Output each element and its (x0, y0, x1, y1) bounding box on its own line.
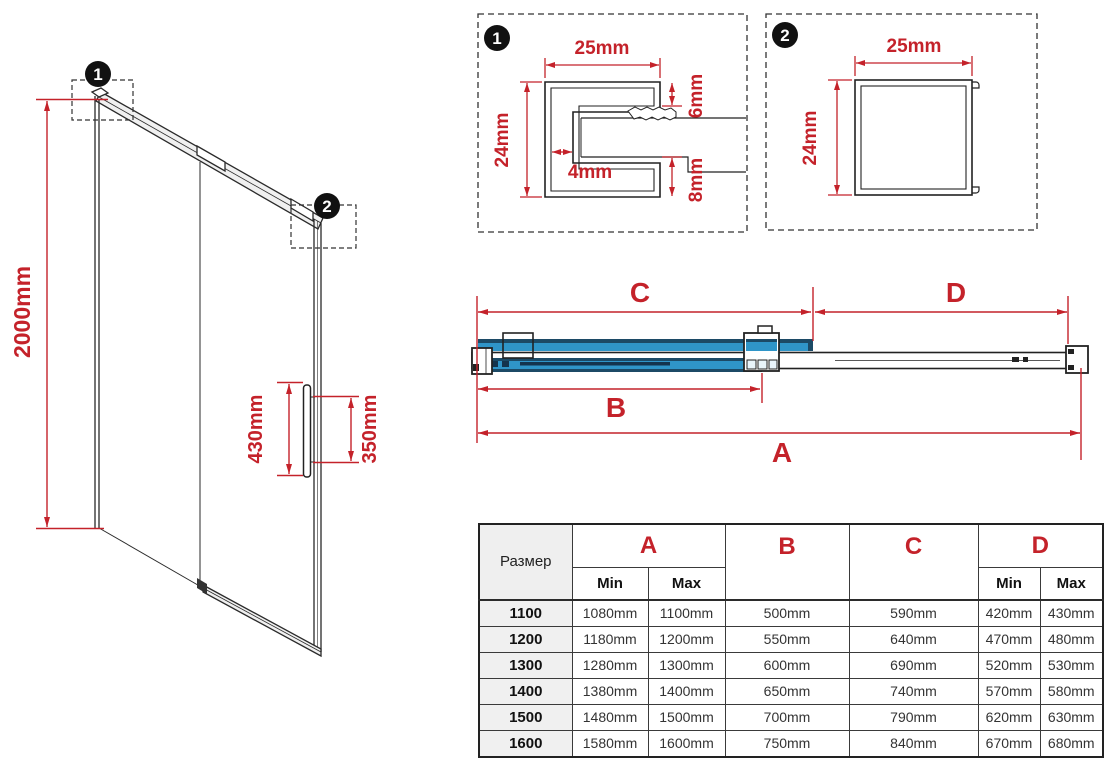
plan-label-b: B (605, 392, 627, 423)
dim-handle-holes-label: 350mm (359, 394, 381, 464)
detail-1-number: 1 (492, 29, 502, 48)
table-header-d: D (978, 524, 1103, 567)
detail-1-top-flange-label: 6mm (686, 73, 707, 119)
detail-2-marker (772, 22, 798, 48)
table-row-size: 1100 (479, 600, 572, 627)
table-row-size: 1300 (479, 652, 572, 678)
table-header-c: C (849, 524, 978, 600)
sliding-door-panel (480, 358, 762, 372)
wall-bracket (472, 348, 492, 374)
plan-label-c: C (629, 277, 651, 308)
table-cell: 590mm (849, 600, 978, 627)
table-cell: 1300mm (648, 652, 725, 678)
table-cell: 750mm (725, 730, 849, 757)
table-cell: 690mm (849, 652, 978, 678)
table-cell: 1600mm (648, 730, 725, 757)
table-row-size: 1200 (479, 626, 572, 652)
plan-dims (477, 287, 1081, 460)
dim-height-label: 2000mm (9, 265, 35, 359)
table-cell: 530mm (1040, 652, 1103, 678)
table-header-a-min: Min (572, 567, 648, 600)
table-cell: 1580mm (572, 730, 648, 757)
table-cell: 430mm (1040, 600, 1103, 627)
dim-handle-length-label: 430mm (245, 394, 267, 464)
table-row-size: 1500 (479, 704, 572, 730)
table-cell: 630mm (1040, 704, 1103, 730)
table-header-d-max: Max (1040, 567, 1103, 600)
table-cell: 1280mm (572, 652, 648, 678)
table-cell: 1180mm (572, 626, 648, 652)
detail-1-bottom-flange-label: 8mm (686, 157, 707, 203)
table-cell: 1500mm (648, 704, 725, 730)
detail-2-number: 2 (780, 26, 790, 45)
dim-350 (313, 397, 359, 463)
table-header-a: A (572, 524, 725, 567)
table-cell: 1200mm (648, 626, 725, 652)
table-cell: 580mm (1040, 678, 1103, 704)
plan-label-a: A (771, 437, 793, 468)
plan-view (460, 270, 1115, 480)
table-cell: 520mm (978, 652, 1040, 678)
table-header-d-min: Min (978, 567, 1040, 600)
table-row-size: 1600 (479, 730, 572, 757)
table-header-b: B (725, 524, 849, 600)
table-cell: 550mm (725, 626, 849, 652)
square-profile-shape (855, 80, 979, 195)
table-cell: 470mm (978, 626, 1040, 652)
size-table (478, 523, 1104, 758)
table-cell: 840mm (849, 730, 978, 757)
plan-label-d: D (945, 277, 967, 308)
table-cell: 670mm (978, 730, 1040, 757)
table-row-size: 1400 (479, 678, 572, 704)
table-cell: 480mm (1040, 626, 1103, 652)
table-cell: 1100mm (648, 600, 725, 627)
detail-2-width-label: 25mm (886, 36, 942, 57)
table-cell: 420mm (978, 600, 1040, 627)
detail-1-marker (484, 25, 510, 51)
table-cell: 790mm (849, 704, 978, 730)
end-cap (1066, 346, 1088, 373)
table-cell: 650mm (725, 678, 849, 704)
table-cell: 680mm (1040, 730, 1103, 757)
table-cell: 1480mm (572, 704, 648, 730)
roller-carriage (744, 326, 779, 371)
detail-1-height-label: 24mm (492, 112, 513, 168)
dim-2000 (36, 100, 108, 529)
detail-1-profile-section (470, 8, 756, 244)
table-cell: 500mm (725, 600, 849, 627)
marker-1-number: 1 (93, 65, 103, 84)
table-cell: 1380mm (572, 678, 648, 704)
callout-marker-2 (291, 193, 356, 248)
detail-2-profile-section (758, 8, 1044, 244)
table-header-size: Размер (479, 524, 572, 600)
dim-430 (277, 383, 303, 476)
table-cell: 1080mm (572, 600, 648, 627)
table-cell: 620mm (978, 704, 1040, 730)
table-cell: 570mm (978, 678, 1040, 704)
table-cell: 600mm (725, 652, 849, 678)
marker-2-number: 2 (322, 197, 332, 216)
table-cell: 640mm (849, 626, 978, 652)
door-handle (304, 385, 316, 477)
table-cell: 740mm (849, 678, 978, 704)
detail-2-height-label: 24mm (800, 110, 821, 166)
detail-1-width-label: 25mm (574, 38, 630, 59)
door-frame (92, 88, 323, 656)
table-header-a-max: Max (648, 567, 725, 600)
table-cell: 700mm (725, 704, 849, 730)
detail-1-wall-label: 4mm (567, 162, 613, 183)
isometric-view (0, 0, 460, 765)
table-cell: 1400mm (648, 678, 725, 704)
